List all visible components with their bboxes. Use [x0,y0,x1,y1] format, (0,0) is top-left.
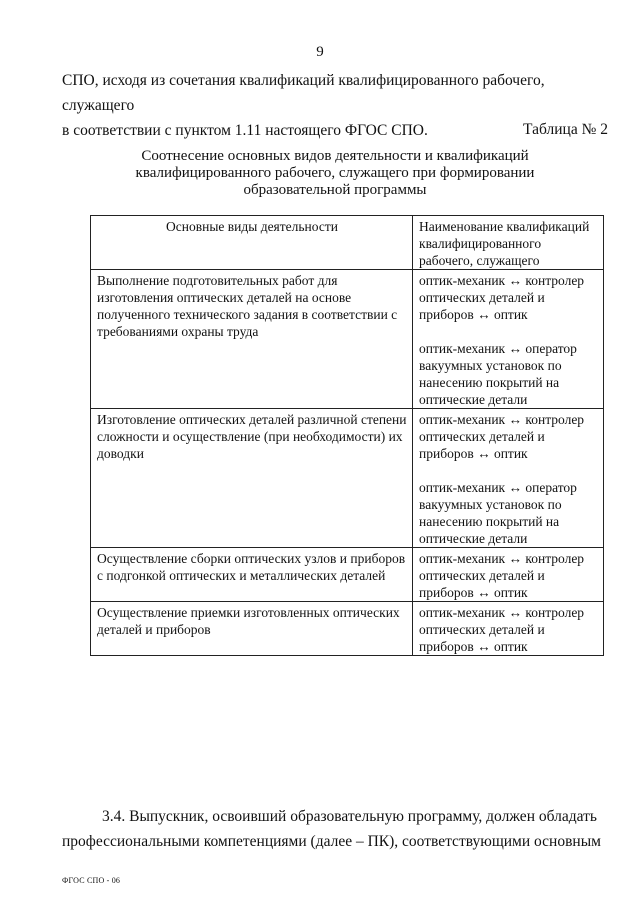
outro-line [62,804,610,829]
table-header-row [91,216,604,270]
page-number: 9 [316,44,324,60]
qualification-cell [413,548,604,602]
outro-line: профессиональными компетенциями (далее – ПК), соответствующими основным [62,833,601,850]
outro-line-text: 3.4. Выпускник, освоивший образовательную программу, должен обладать [102,808,597,825]
qualification-path: оптик-механик ↔ оператор вакуумных установок по нанесению покрытий на оптические детали [419,341,577,407]
intro-line: в соответствии с пунктом 1.11 настоящего ФГОС СПО. [62,122,428,139]
table-row [91,548,604,602]
table-title-line: квалифицированного рабочего, служащего при формировании [135,165,535,181]
header-activity: Основные виды деятельности [91,216,413,270]
table-row [91,270,604,409]
table-row [91,602,604,656]
table-title-line: Соотнесение основных видов деятельности и квалификаций [141,148,529,164]
qualification-path: оптик-механик ↔ контролер оптических деталей и приборов ↔ оптик [419,551,585,600]
qualification-path: оптик-механик ↔ контролер оптических деталей и приборов ↔ оптик [419,273,585,322]
table-title-line: образовательной программы [243,182,427,198]
qualification-cell [413,270,604,409]
qualifications-table [90,215,604,656]
header-qualification: Наименование квалификаций квалифицированного рабочего, служащего [413,216,604,270]
qualification-cell [413,602,604,656]
qualification-path: оптик-механик ↔ контролер оптических деталей и приборов ↔ оптик [419,412,585,461]
table-row [91,409,604,548]
table-title [110,148,560,199]
qualification-path: оптик-механик ↔ контролер оптических деталей и приборов ↔ оптик [419,605,585,654]
outro-paragraph [62,804,610,854]
footer-code: ФГОС СПО - 06 [62,876,121,885]
activity-cell: Осуществление приемки изготовленных оптических деталей и приборов [91,602,413,656]
activity-cell: Изготовление оптических деталей различной степени сложности и осуществление (при необходимости) их доводки [91,409,413,548]
activity-cell: Осуществление сборки оптических узлов и приборов с подгонкой оптических и металлических деталей [91,548,413,602]
table-label: Таблица № 2 [523,121,608,138]
activity-cell: Выполнение подготовительных работ для изготовления оптических деталей на основе полученного технического задания в соответствии с требованиями охраны труда [91,270,413,409]
qualification-path: оптик-механик ↔ оператор вакуумных установок по нанесению покрытий на оптические детали [419,480,577,546]
qualification-cell [413,409,604,548]
intro-line: СПО, исходя из сочетания квалификаций квалифицированного рабочего, служащего [62,72,545,114]
